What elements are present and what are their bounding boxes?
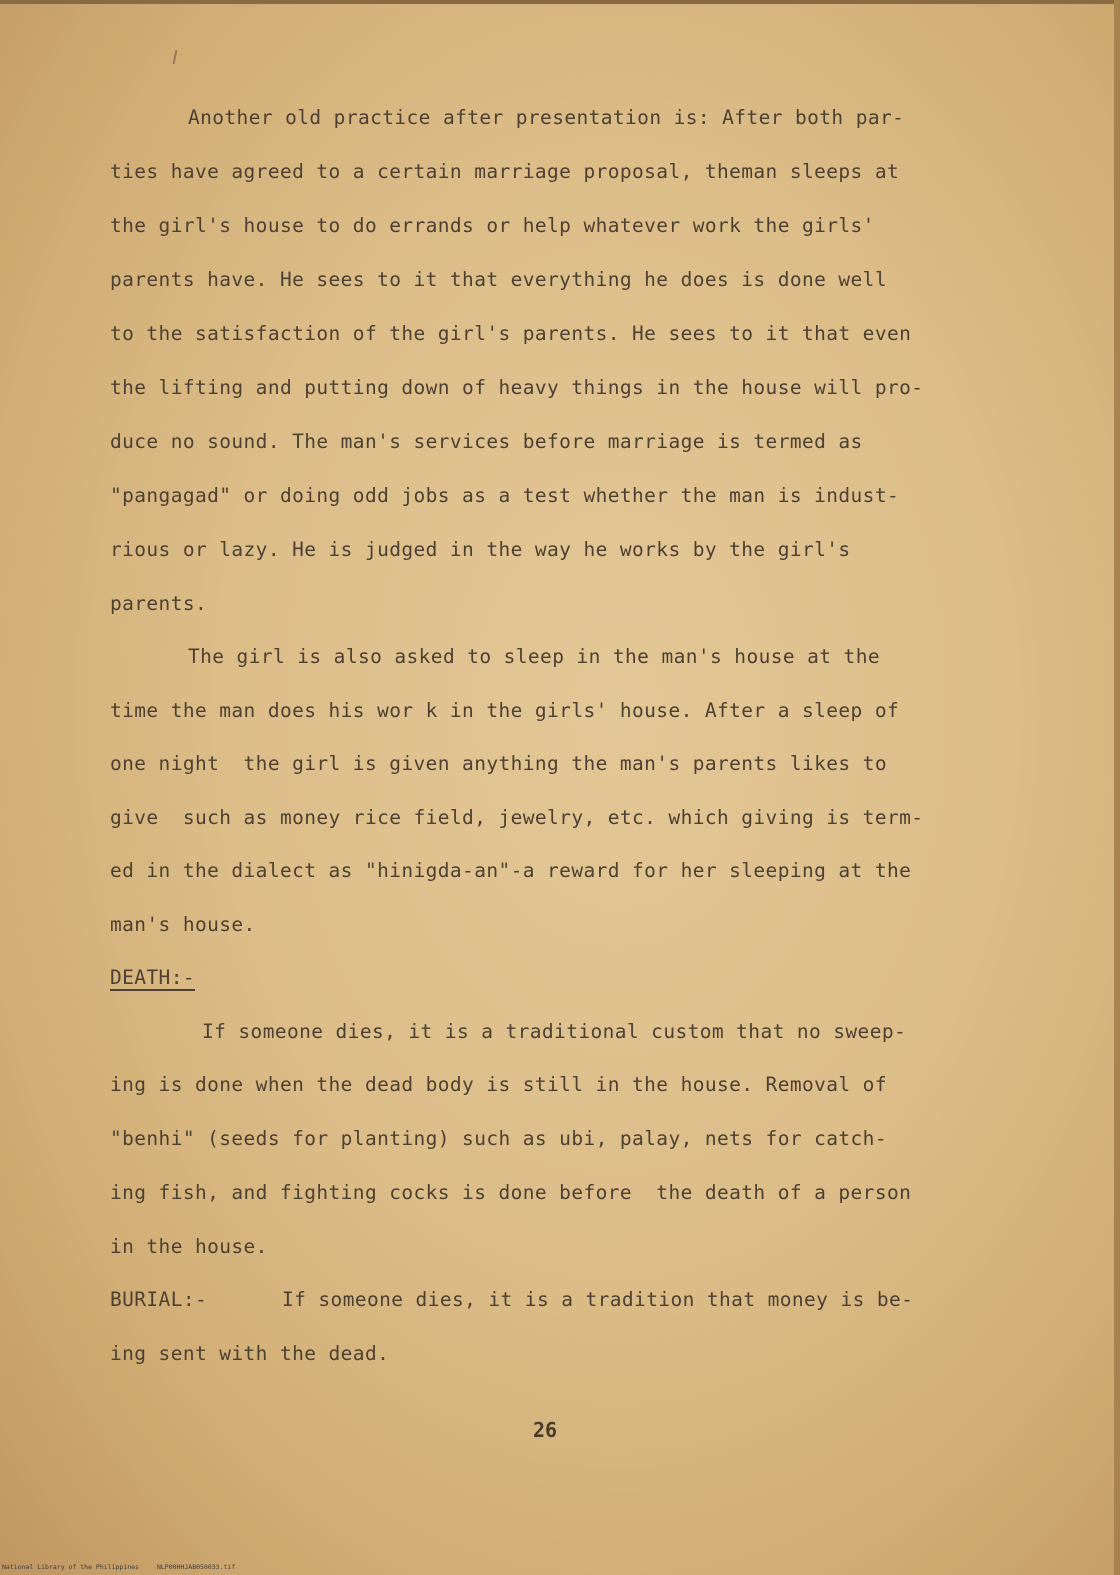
text-line: the lifting and putting down of heavy things in the house will pro- [110,376,924,399]
text-line: ing is done when the dead body is still in the house. Removal of [110,1073,887,1096]
text-line: duce no sound. The man's services before marriage is termed as [110,430,863,453]
text-line: the girl's house to do errands or help whatever work the girls' [110,214,875,237]
text-line: If someone dies, it is a traditional custom that no sweep- [202,1020,907,1043]
scan-footer [2,1563,253,1571]
page-number: 26 [532,1418,558,1442]
text-line: ing sent with the dead. [110,1342,390,1365]
text-line: ing fish, and fighting cocks is done before the death of a person [110,1181,912,1204]
text-line: Another old practice after presentation is: After both par- [188,106,905,129]
section-heading-burial: BURIAL:- [110,1288,208,1311]
text-line: parents have. He sees to it that everything he does is done well [110,268,887,291]
text-line: "pangagad" or doing odd jobs as a test whether the man is indust- [110,484,900,507]
footer-filename: NLP00HHJAB050033.tif [156,1563,236,1571]
pencil-mark [173,50,178,64]
text-line: to the satisfaction of the girl's parents. He sees to it that even [110,322,912,345]
text-line: rious or lazy. He is judged in the way he works by the girl's [110,538,851,561]
text-line: ties have agreed to a certain marriage proposal, theman sleeps at [110,160,900,183]
text-line: "benhi" (seeds for planting) such as ubi, palay, nets for catch- [110,1127,887,1150]
scan-top-edge [0,0,1120,4]
footer-library: National Library of the Philippines [2,1563,139,1571]
text-line: ed in the dialect as "hinigda-an"-a reward for her sleeping at the [110,859,912,882]
text-line: If someone dies, it is a tradition that money is be- [282,1288,914,1311]
section-heading-death: DEATH:- [110,966,195,989]
text-line: in the house. [110,1235,268,1258]
text-line: time the man does his wor k in the girls' house. After a sleep of [110,699,900,722]
text-line: give such as money rice field, jewelry, etc. which giving is term- [110,806,924,829]
text-line: The girl is also asked to sleep in the man's house at the [188,645,880,668]
text-line: parents. [110,592,208,615]
text-line: man's house. [110,913,256,936]
text-line: one night the girl is given anything the man's parents likes to [110,752,887,775]
scan-right-edge [1114,0,1120,1575]
